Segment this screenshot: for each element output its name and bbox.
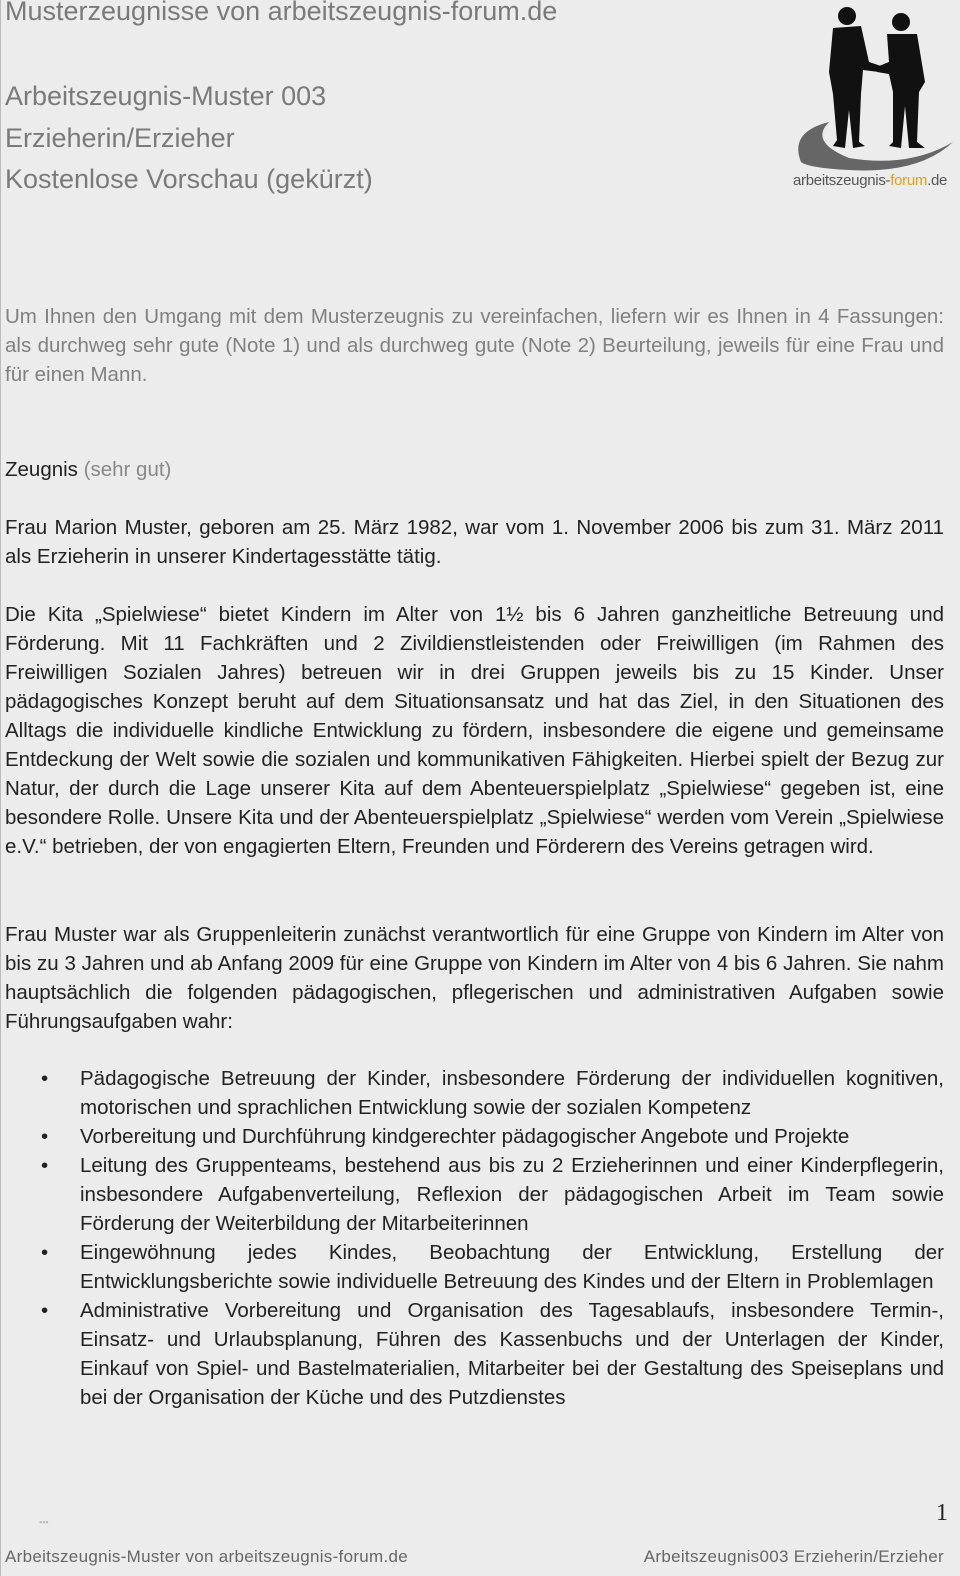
intro-text: Um Ihnen den Umgang mit dem Musterzeugnis zu vereinfachen, liefern wir es Ihnen in 4 Fassungen: als durchweg sehr gute (Note 1) und als durchweg gute (Note 2) Beurteilung, jeweils für eine Frau und für einen Mann. (5, 304, 944, 386)
job-title: Erzieherin/Erzieher (5, 122, 235, 153)
logo (789, 2, 957, 194)
list-item: • Pädagogische Betreuung der Kinder, insbesondere Förderung der individuellen kognitiven, motorischen und sprachlichen Entwicklung sowie der sozialen Kompetenz (41, 1067, 944, 1119)
task-list (1, 1064, 944, 1412)
handshake-icon (789, 2, 957, 172)
section-title: Zeugnis (sehr gut) (5, 458, 172, 481)
list-item: • Eingewöhnung jedes Kindes, Beobachtung der Entwicklung, Erstellung der Entwicklungsberichte sowie individuelle Betreuung des Kindes und der Eltern in Problemlagen (41, 1241, 944, 1293)
paragraph-employment: Frau Marion Muster, geboren am 25. März 1982, war vom 1. November 2006 bis zum 31. März 2011 als Erzieherin in unserer Kindertagesstätte tätig. (5, 516, 944, 568)
paragraph-company: Die Kita „Spielwiese“ bietet Kindern im Alter von 1½ bis 6 Jahren ganzheitliche Betreuung und Förderung. Mit 11 Fachkräften und 2 Zivildienstleistenden oder Freiwilligen (im Rahmen des Freiwilligen Sozialen Jahres) betreuen wir in drei Gruppen jeweils bis zu 15 Kinder. Unser pädagogisches Konzept beruht auf dem Situationsansatz und hat das Ziel, in den Situationen des Alltags die individuelle kindliche Entwicklung zu fördern, insbesondere die eigene und gemeinsame Entdeckung der Welt sowie die sozialen und kommunikativen Fähigkeiten. Hierbei spielt der Bezug zur Natur, der durch die Lage unserer Kita auf dem Abenteuerspielplatz „Spielwiese“ gegeben ist, eine besondere Rolle. Unsere Kita und der Abenteuerspielplatz „Spielwiese“ werden vom Verein „Spielwiese e.V.“ betrieben, der von engagierten Eltern, Freunden und Förderern des Vereins getragen wird. (5, 603, 944, 858)
footer-right: Arbeitszeugnis003 Erzieherin/Erzieher (643, 1547, 944, 1566)
template-number: Arbeitszeugnis-Muster 003 (5, 81, 327, 111)
list-item: • Administrative Vorbereitung und Organisation des Tagesablaufs, insbesondere Termin-, Einsatz- und Urlaubsplanung, Führen des Kassenbuchs und der Unterlagen der Kinder, Einkauf von Spiel- und Bastelmaterialien, Mitarbeiter bei der Gestaltung des Speiseplans und bei der Organisation der Küche und des Putzdienstes (41, 1299, 944, 1409)
document-header (5, 76, 373, 201)
watermark: ▪▪▪ (39, 1517, 49, 1527)
list-item: • Vorbereitung und Durchführung kindgerechter pädagogischer Angebote und Projekte (41, 1125, 850, 1148)
footer-left: Arbeitszeugnis-Muster von arbeitszeugnis-forum.de (5, 1547, 409, 1566)
logo-text: arbeitszeugnis-forum.de (793, 172, 948, 189)
preview-note: Kostenlose Vorschau (gekürzt) (5, 164, 373, 194)
page-number: 1 (936, 1500, 948, 1526)
list-item: • Leitung des Gruppenteams, bestehend aus bis zu 2 Erzieherinnen und einer Kinderpflegerin, insbesondere Aufgabenverteilung, Reflexion der pädagogischen Arbeit im Team sowie Förderung der Weiterbildung der Mitarbeiterinnen (41, 1154, 944, 1235)
paragraph-role: Frau Muster war als Gruppenleiterin zunächst verantwortlich für eine Gruppe von Kindern im Alter von bis zu 3 Jahren und ab Anfang 2009 für eine Gruppe von Kindern im Alter von 4 bis 6 Jahren. Sie nahm hauptsächlich die folgenden pädagogischen, pflegerischen und administrativen Aufgaben sowie Führungsaufgaben wahr: (5, 923, 944, 1033)
site-title: Musterzeugnisse von arbeitszeugnis-forum.de (5, 0, 558, 26)
